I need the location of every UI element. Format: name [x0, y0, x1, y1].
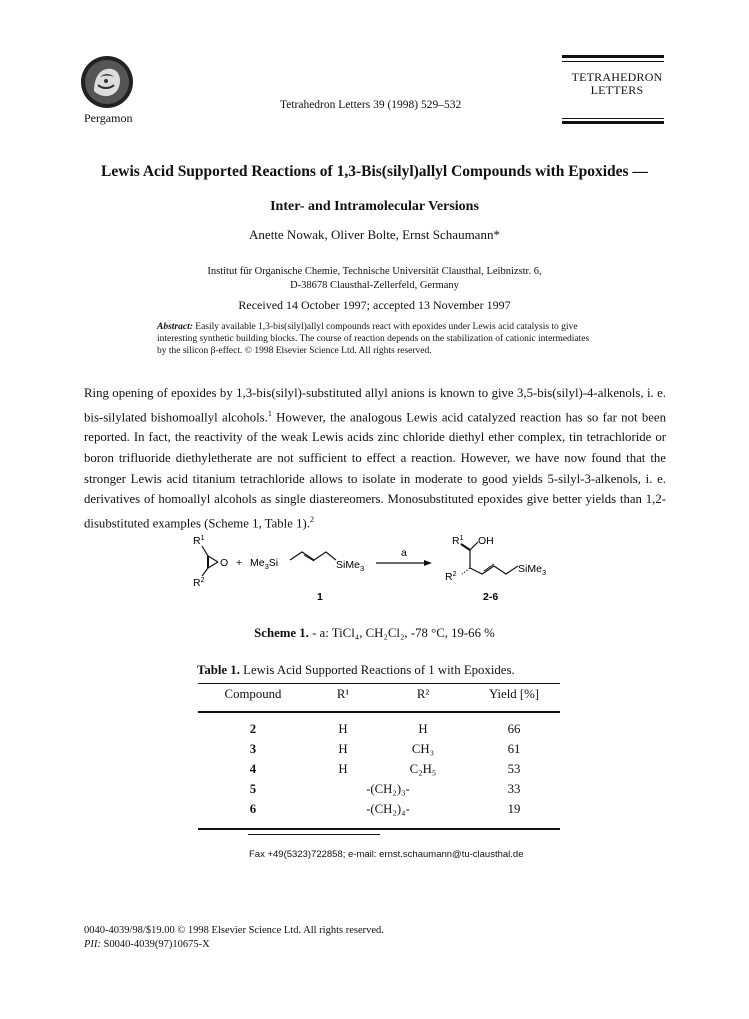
- pii-label: PII:: [84, 939, 101, 950]
- plus-sign: +: [236, 557, 243, 569]
- compound-cell: 5: [249, 781, 257, 796]
- double-bond: [304, 555, 314, 561]
- compound-1-label: 1: [317, 591, 323, 603]
- r1-label: $R^1$: [193, 535, 205, 547]
- r2-cell: C₂H₅: [409, 761, 437, 776]
- pii-line: [84, 938, 384, 952]
- table-caption-label: Table 1.: [197, 663, 240, 677]
- compound-cell: 6: [198, 799, 308, 829]
- article-title: Lewis Acid Supported Reactions of 1,3-Bis(silyl)allyl Compounds with Epoxides —: [101, 163, 648, 180]
- table-caption-text: Lewis Acid Supported Reactions of 1 with Epoxides.: [239, 663, 515, 677]
- hash-bond: [462, 568, 470, 574]
- yield-cell: 33: [507, 781, 521, 796]
- sime3-label: SiMe$_3$: [336, 559, 365, 573]
- yield-cell: 61: [507, 742, 521, 757]
- abstract: [157, 321, 597, 357]
- compound-cell: 2: [249, 722, 257, 737]
- reference-superscript: 1: [267, 408, 272, 418]
- column-header: Compound: [198, 684, 308, 713]
- product-r2-label: $R^2$: [445, 571, 457, 583]
- body-text: However, the analogous Lewis acid catalyzed reaction has so far not been reported. In fact, the reactivity of the weak Lewis acids zinc chloride diethyl ether complex, tin tetrachloride or boron trifluoride diethyletherate are not sufficient to effect a reaction. However, we have now found that the stronger Lewis acid titanium tetrachloride allows to isolate in moderate to good yields 5-silyl-3-alkenols, i. e. derivatives of homoallyl alcohols as single diastereomers. Monosubstituted epoxides give better yields than 1,2-disubstituted examples (Scheme 1, Table 1).: [84, 409, 666, 531]
- article-subtitle: Inter- and Intramolecular Versions: [270, 199, 479, 214]
- publisher-name: Pergamon: [84, 111, 133, 125]
- oxygen-label: O: [220, 557, 229, 569]
- scheme-caption: [0, 626, 749, 641]
- bond: [202, 546, 208, 556]
- column-header: R¹: [308, 684, 378, 713]
- bond: [208, 562, 218, 568]
- bond: [470, 542, 478, 550]
- bond: [208, 556, 218, 562]
- wedge-bond: [461, 544, 470, 550]
- abstract-text: Easily available 1,3-bis(silyl)allyl compounds react with epoxides under Lewis acid catalysis to give interesting synthetic building blocks. The course of reaction depends on the stabilization of cationic intermediates by the silicon β-effect. © 1998 Elsevier Science Ltd. All rights reserved.: [157, 322, 590, 356]
- table-header-row: [198, 684, 560, 713]
- affiliation: [0, 265, 749, 293]
- yield-cell: 53: [507, 761, 521, 776]
- r1-r2-cell: -(CH₂)₄-: [308, 799, 468, 829]
- r1-cell: H: [338, 722, 348, 737]
- journal-name-line: TETRAHEDRON: [571, 70, 663, 84]
- r1-r2-cell: -(CH₂)₃-: [366, 781, 410, 796]
- pii-value: S0040-4039(97)10675-X: [100, 939, 210, 950]
- authors: Anette Nowak, Oliver Bolte, Ernst Schaumann*: [249, 227, 500, 242]
- r2-label: $R^2$: [193, 577, 205, 589]
- r1-cell: H: [338, 742, 348, 757]
- copyright-line: 0040-4039/98/$19.00 © 1998 Elsevier Science Ltd. All rights reserved.: [84, 925, 384, 936]
- compound-cell: 4: [249, 761, 257, 776]
- journal-reference: Tetrahedron Letters 39 (1998) 529–532: [280, 99, 462, 111]
- header-rule: [562, 55, 664, 58]
- r1-cell: H: [338, 761, 348, 776]
- product-chain: [470, 566, 518, 574]
- column-header: R²: [378, 684, 468, 713]
- yield-cell: 19: [468, 799, 560, 829]
- product-label: 2-6: [483, 591, 499, 603]
- copyright-block: [84, 924, 384, 952]
- footnote: Fax +49(5323)722858; e-mail: ernst.schaumann@tu-clausthal.de: [249, 849, 524, 860]
- arrow-condition-label: a: [401, 547, 407, 559]
- footnote-rule: [248, 834, 380, 835]
- pergamon-logo: [80, 55, 134, 109]
- scheme-1-diagram: [180, 528, 580, 618]
- hydroxyl-label: OH: [478, 535, 494, 547]
- table-row: [198, 799, 560, 829]
- table-row: [198, 779, 560, 799]
- header-rule: [562, 121, 664, 124]
- header-rule: [562, 118, 664, 119]
- product-r1-label: $R^1$: [452, 535, 464, 547]
- affiliation-line: D-38678 Clausthal-Zellerfeld, Germany: [290, 280, 459, 291]
- reaction-arrow-head: [424, 560, 432, 566]
- column-header: Yield [%]: [468, 684, 560, 713]
- scheme-caption-label: Scheme 1.: [254, 626, 309, 640]
- results-table: [198, 683, 560, 830]
- abstract-label: Abstract:: [157, 322, 193, 332]
- me3si-label: $Me_3Si$: [250, 557, 279, 571]
- r2-cell: CH₃: [411, 742, 435, 757]
- table-caption: [197, 663, 515, 678]
- compound-cell: 3: [249, 742, 257, 757]
- allyl-chain: [290, 552, 336, 560]
- table-row: [198, 760, 560, 780]
- yield-cell: 66: [507, 722, 521, 737]
- product-sime3-label: SiMe$_3$: [518, 563, 547, 577]
- bond: [202, 568, 208, 576]
- affiliation-line: Institut für Organische Chemie, Technische Universität Clausthal, Leibnizstr. 6,: [207, 266, 542, 277]
- journal-name: [566, 71, 668, 97]
- received-dates: Received 14 October 1997; accepted 13 November 1997: [238, 298, 511, 312]
- r2-cell: H: [418, 722, 428, 737]
- body-paragraph: [84, 383, 666, 534]
- journal-name-line: LETTERS: [590, 83, 644, 97]
- table-row: [198, 712, 560, 740]
- scheme-caption-text: - a: TiCl₄, CH₂Cl₂, -78 °C, 19-66 %: [308, 626, 495, 640]
- body-text: Ring opening of epoxides by 1,3-bis(silyl)-substituted allyl anions is known to give 3,5-bis(silyl)-4-alkenols, i. e. bis-silylated bishomoallyl alcohols.: [84, 386, 666, 424]
- reference-superscript: 2: [309, 514, 314, 524]
- header-rule: [562, 61, 664, 62]
- table-row: [198, 740, 560, 760]
